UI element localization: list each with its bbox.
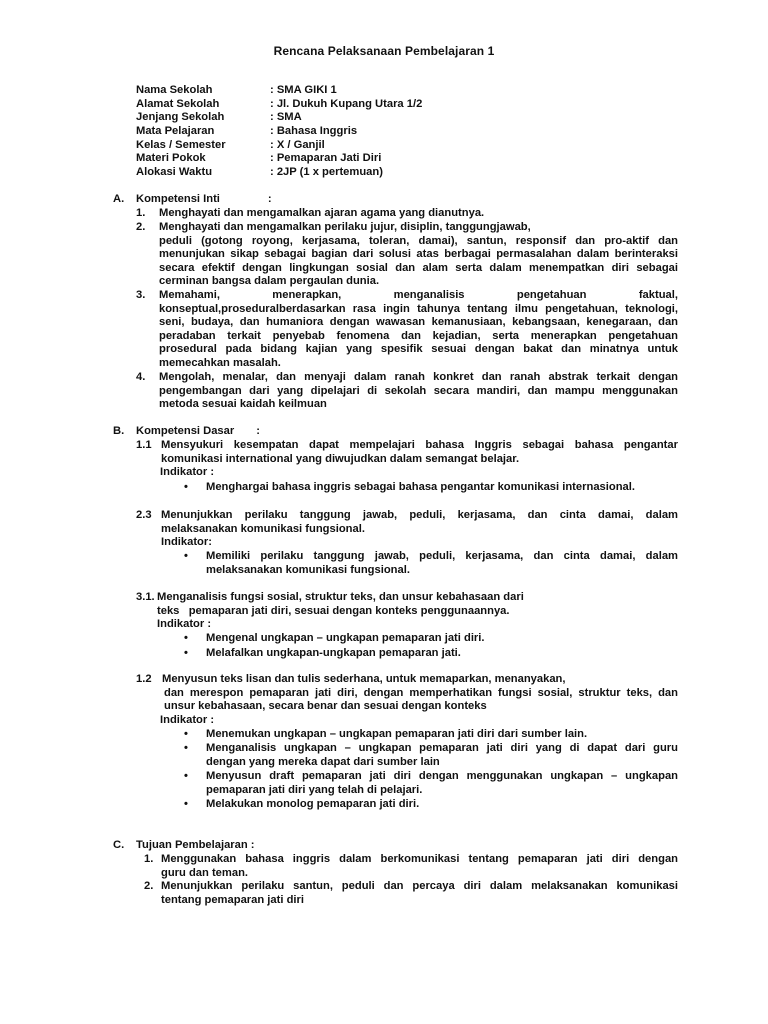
identity-row-alamat-sekolah bbox=[136, 98, 422, 112]
item-text-line: Menganalisis fungsi sosial, struktur teks, dan unsur kebahasaan dari bbox=[157, 591, 524, 603]
bullet-icon: • bbox=[184, 770, 188, 782]
kompetensi-dasar-item-3-1 bbox=[136, 591, 678, 618]
bullet-icon: • bbox=[184, 742, 188, 754]
section-title: Kompetensi Inti bbox=[136, 193, 220, 205]
item-text-line: cerminan bangsa dalam pergaulan dunia. bbox=[159, 275, 380, 288]
bullet-icon: • bbox=[184, 647, 188, 659]
section-title: Kompetensi Dasar bbox=[136, 425, 235, 437]
item-number: 2. bbox=[144, 880, 154, 892]
tujuan-item-1 bbox=[144, 853, 678, 880]
kompetensi-dasar-item-1-2 bbox=[136, 673, 678, 714]
indikator-label: Indikator : bbox=[160, 714, 215, 726]
identity-table bbox=[136, 84, 422, 180]
identity-value: : X / Ganjil bbox=[270, 138, 325, 151]
item-text-line: memecahkan masalah. bbox=[159, 356, 281, 369]
identity-row-nama-sekolah bbox=[136, 84, 422, 98]
section-colon: : bbox=[256, 425, 260, 437]
bullet-text-line: dengan yang mereka dapat dari sumber lain bbox=[206, 755, 440, 768]
kompetensi-inti-item-3 bbox=[136, 289, 678, 371]
item-text-line: Menunjukkan perilaku tanggung jawab, peduli, kerjasama, dan cinta damai, dalam bbox=[161, 509, 678, 521]
kompetensi-inti-item-4 bbox=[136, 371, 678, 412]
document-title: Rencana Pelaksanaan Pembelajaran 1 bbox=[273, 44, 495, 58]
identity-value: : 2JP (1 x pertemuan) bbox=[270, 166, 383, 179]
item-text-line: pengembangan dari yang dipelajari di sekolah secara mandiri, dan mampu menggunakan bbox=[159, 384, 678, 397]
item-text-line: unsur kebahasaan, secara benar dan sesuai dengan konteks bbox=[164, 700, 487, 713]
item-number: 1.2 bbox=[136, 673, 152, 685]
bullet-text-line: Menganalisis ungkapan – ungkapan pemaparan jati diri yang di dapat dari guru bbox=[206, 742, 678, 754]
item-text-line: Mengolah, menalar, dan menyaji dalam ranah konkret dan ranah abstrak terkait dengan bbox=[159, 371, 678, 383]
identity-value: : SMA bbox=[270, 111, 302, 124]
item-text-line: teks pemaparan jati diri, sesuai dengan konteks penggunaannya. bbox=[157, 604, 510, 617]
bullet-icon: • bbox=[184, 728, 188, 740]
item-text-line: Memahami, menerapkan, menganalisis pengetahuan faktual, bbox=[159, 289, 678, 301]
item-number: 1.1 bbox=[136, 439, 152, 451]
identity-row-materi-pokok bbox=[136, 152, 422, 166]
item-text-line: seni, budaya, dan humaniora dengan wawasan kemanusiaan, kebangsaan, kenegaraan, dan bbox=[159, 316, 678, 329]
item-number: 4. bbox=[136, 371, 146, 383]
indikator-label: Indikator : bbox=[157, 618, 212, 630]
bullet-text-line: Menemukan ungkapan – ungkapan pemaparan jati diri dari sumber lain. bbox=[206, 728, 588, 740]
identity-row-mata-pelajaran bbox=[136, 125, 422, 139]
indikator-label: Indikator: bbox=[161, 536, 212, 548]
section-title: Tujuan Pembelajaran : bbox=[136, 839, 255, 851]
identity-value: : SMA GIKI 1 bbox=[270, 84, 337, 96]
bullet-text-line: Menghargai bahasa inggris sebagai bahasa pengantar komunikasi internasional. bbox=[206, 481, 635, 493]
section-b-heading bbox=[113, 425, 260, 439]
section-letter: A. bbox=[113, 193, 125, 205]
item-text-line: peduli (gotong royong, kerjasama, toleran, damai), santun, responsif dan pro-aktif dan bbox=[159, 234, 678, 247]
item-text-line: Menunjukkan perilaku santun, peduli dan percaya diri dalam melaksanakan komunikasi bbox=[161, 880, 678, 892]
bullet-text-line: pemaparan jati diri yang telah di pelajari. bbox=[206, 783, 423, 796]
item-number: 3.1. bbox=[136, 591, 155, 603]
bullet-text-line: Memiliki perilaku tanggung jawab, peduli, kerjasama, dan cinta damai, dalam bbox=[206, 550, 678, 562]
identity-label: Alamat Sekolah bbox=[136, 97, 220, 110]
identity-row-kelas-semester bbox=[136, 139, 422, 153]
identity-label: Kelas / Semester bbox=[136, 138, 226, 151]
item-text-line: secara efektif dengan lingkungan sosial dan alam serta dalam menempatkan diri sebagai bbox=[159, 261, 678, 274]
item-number: 1. bbox=[144, 853, 154, 865]
item-text-line: Mensyukuri kesempatan dapat mempelajari bahasa Inggris sebagai bahasa pengantar bbox=[161, 439, 678, 451]
bullet-icon: • bbox=[184, 798, 188, 810]
kompetensi-dasar-item-2-3 bbox=[136, 509, 678, 536]
item-number: 2.3 bbox=[136, 509, 152, 521]
item-text-line: tentang pemaparan jati diri bbox=[161, 893, 304, 906]
item-text-line: peradaban terkait penyebab fenomena dan kejadian, serta menerapkan pengetahuan bbox=[159, 329, 678, 342]
identity-value: : Bahasa Inggris bbox=[270, 125, 358, 138]
item-text-line: prosedural pada bidang kajian yang spesifik sesuai dengan bakat dan minatnya untuk bbox=[159, 343, 678, 356]
section-a-heading bbox=[113, 193, 272, 207]
identity-value: : Pemaparan Jati Diri bbox=[270, 152, 382, 165]
item-text-line: komunikasi international yang diwujudkan dalam semangat belajar. bbox=[161, 452, 520, 465]
item-number: 2. bbox=[136, 221, 146, 233]
item-text-line: konseptual,proseduralberdasarkan rasa ingin tahunya tentang ilmu pengetahuan, teknologi, bbox=[159, 302, 678, 315]
item-text-line: Menghayati dan mengamalkan perilaku jujur, disiplin, tanggungjawab, bbox=[159, 221, 531, 233]
bullet-text-line: Menyusun draft pemaparan jati diri dengan menggunakan ungkapan – ungkapan bbox=[206, 770, 678, 782]
item-text-line: Menghayati dan mengamalkan ajaran agama yang dianutnya. bbox=[159, 207, 485, 219]
identity-label: Alokasi Waktu bbox=[136, 166, 213, 179]
kompetensi-inti-item-2 bbox=[136, 221, 678, 289]
bullet-icon: • bbox=[184, 632, 188, 644]
section-c-heading bbox=[113, 839, 255, 853]
identity-label: Nama Sekolah bbox=[136, 84, 213, 96]
bullet-icon: • bbox=[184, 481, 188, 493]
item-text-line: metoda sesuai kaidah keilmuan bbox=[159, 398, 327, 411]
item-number: 3. bbox=[136, 289, 146, 301]
item-number: 1. bbox=[136, 207, 146, 219]
section-letter: B. bbox=[113, 425, 125, 437]
section-letter: C. bbox=[113, 839, 125, 851]
identity-row-alokasi-waktu bbox=[136, 166, 422, 180]
indikator-label: Indikator : bbox=[160, 466, 215, 478]
item-text-line: guru dan teman. bbox=[161, 866, 249, 879]
section-colon: : bbox=[267, 193, 272, 205]
item-text-line: dan merespon pemaparan jati diri, dengan memperhatikan fungsi sosial, struktur teks, dan bbox=[164, 686, 678, 699]
kompetensi-inti-item-1 bbox=[136, 207, 678, 221]
identity-value: : Jl. Dukuh Kupang Utara 1/2 bbox=[270, 97, 423, 110]
bullet-text-line: Melakukan monolog pemaparan jati diri. bbox=[206, 798, 420, 810]
identity-label: Materi Pokok bbox=[136, 152, 206, 165]
identity-label: Mata Pelajaran bbox=[136, 125, 215, 138]
bullet-text-line: melaksanakan komunikasi fungsional. bbox=[206, 563, 410, 576]
identity-row-jenjang-sekolah bbox=[136, 111, 422, 125]
bullet-icon: • bbox=[184, 550, 188, 562]
bullet-text-line: Mengenal ungkapan – ungkapan pemaparan jati diri. bbox=[206, 632, 485, 644]
item-text-line: melaksanakan komunikasi fungsional. bbox=[161, 522, 365, 535]
item-text-line: Menggunakan bahasa inggris dalam berkomunikasi tentang pemaparan jati diri dengan bbox=[161, 853, 678, 865]
item-text-line: menunjukan sikap sebagai bagian dari solusi atas berbagai permasalahan dalam berinteraksi bbox=[159, 248, 678, 261]
item-text-line: Menyusun teks lisan dan tulis sederhana, untuk memaparkan, menanyakan, bbox=[162, 673, 566, 685]
tujuan-item-2 bbox=[144, 880, 678, 907]
kompetensi-dasar-item-1-1 bbox=[136, 439, 678, 466]
bullet-text-line: Melafalkan ungkapan-ungkapan pemaparan jati. bbox=[206, 647, 461, 659]
identity-label: Jenjang Sekolah bbox=[136, 111, 225, 124]
